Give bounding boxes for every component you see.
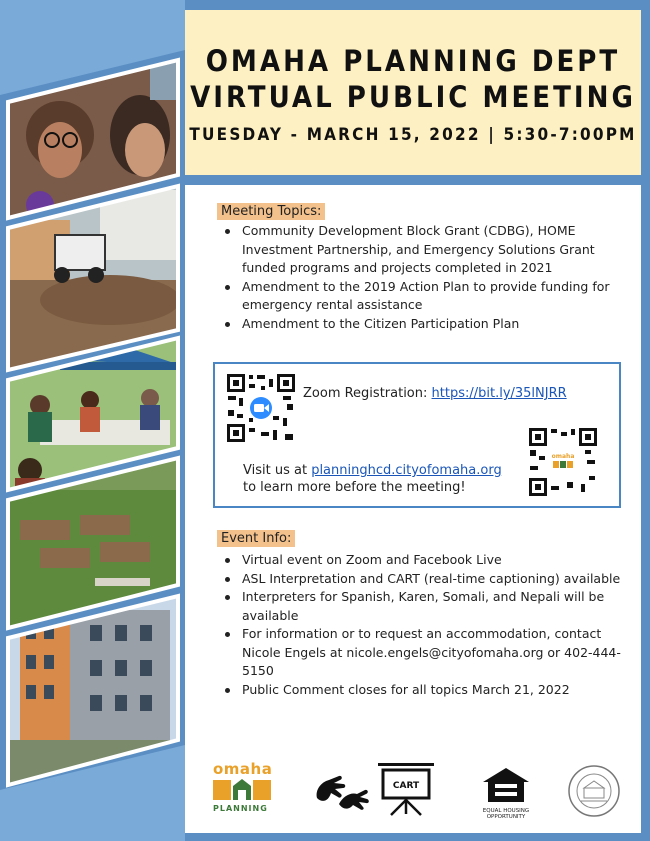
event-label: Event Info: — [217, 530, 295, 547]
omaha-planning-logo — [213, 760, 275, 813]
title-banner — [185, 10, 641, 175]
visit-suffix: to learn more before the meeting! — [243, 480, 466, 495]
cart-label: CART — [392, 781, 420, 791]
equal-housing-text: EQUAL HOUSING OPPORTUNITY — [482, 808, 530, 820]
photo-strip — [0, 0, 185, 841]
asl-hands-icon — [313, 768, 369, 812]
title-line-2: VIRTUAL PUBLIC MEETING — [190, 80, 636, 114]
city-seal-icon — [567, 764, 621, 818]
zoom-qr-code-icon[interactable] — [225, 372, 297, 444]
title-line-1: OMAHA PLANNING DEPT — [205, 44, 621, 78]
visit-us-text — [243, 462, 502, 496]
photo-collage — [0, 0, 185, 841]
houses-icon — [213, 778, 271, 800]
event-item: Interpreters for Spanish, Karen, Somali, and Nepali will be available — [225, 588, 625, 625]
topic-item: Amendment to the 2019 Action Plan to provide funding for emergency rental assistance — [225, 278, 625, 315]
svg-text:omaha: omaha — [551, 453, 575, 460]
zoom-registration-box — [213, 362, 621, 508]
logo-row — [185, 760, 641, 820]
planning-wordmark: PLANNING — [213, 804, 268, 813]
event-list — [225, 551, 625, 699]
topic-item: Amendment to the Citizen Participation Plan — [225, 315, 625, 334]
content-panel — [185, 185, 641, 833]
website-link[interactable]: planninghcd.cityofomaha.org — [311, 463, 502, 478]
event-item: Public Comment closes for all topics March 21, 2022 — [225, 681, 625, 700]
event-item: For information or to request an accommodation, contact Nicole Engels at nicole.engels@cityofomaha.org or 402-444-5150 — [225, 625, 625, 681]
equal-housing-logo — [481, 766, 531, 820]
topics-label: Meeting Topics: — [217, 203, 325, 220]
visit-prefix: Visit us at — [243, 463, 312, 478]
topics-list — [225, 222, 625, 333]
cart-board-icon — [377, 762, 435, 816]
equal-housing-icon — [481, 766, 531, 804]
omaha-wordmark: omaha — [213, 760, 273, 778]
zoom-registration — [303, 386, 567, 401]
website-qr-code-icon[interactable] — [527, 426, 599, 498]
meeting-date: TUESDAY - MARCH 15, 2022 | 5:30-7:00PM — [189, 125, 637, 145]
event-item: ASL Interpretation and CART (real-time captioning) available — [225, 570, 625, 589]
event-item: Virtual event on Zoom and Facebook Live — [225, 551, 625, 570]
zoom-registration-label: Zoom Registration: — [303, 386, 432, 401]
zoom-registration-link[interactable]: https://bit.ly/35lNJRR — [431, 386, 567, 401]
topic-item: Community Development Block Grant (CDBG), HOME Investment Partnership, and Emergency Solutions Grant funded programs and projects completed in 2021 — [225, 222, 625, 278]
